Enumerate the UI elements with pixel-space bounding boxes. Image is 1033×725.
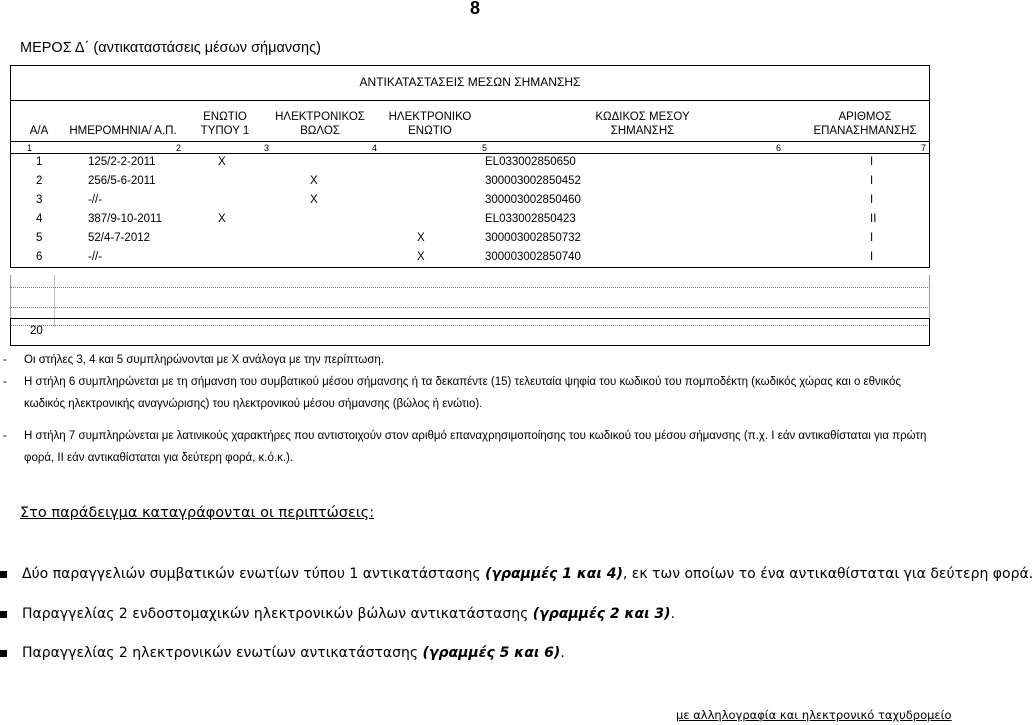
table-row xyxy=(10,192,930,211)
bullet-text: Παραγγελίας 2 ηλεκτρονικών ενωτίων αντικατάστασης xyxy=(22,645,423,661)
header-code: ΚΩΔΙΚΟΣ ΜΕΣΟΥ ΣΗΜΑΝΣΗΣ xyxy=(595,111,690,137)
cell-earmark1: X xyxy=(218,213,226,225)
bullet-text-end: . xyxy=(670,606,676,622)
bullet-text-end: , εκ των οποίων το ένα αντικαθίσταται για δεύτερη φορά. xyxy=(622,566,1033,582)
cell-e-earmark: X xyxy=(417,251,425,263)
cell-code: 300003002850452 xyxy=(485,175,581,187)
cell-bolus: X xyxy=(310,175,318,187)
table-row xyxy=(10,230,930,249)
note-dash: - xyxy=(3,430,7,442)
header-reuse: ΑΡΙΘΜΟΣ ΕΠΑΝΑΣΗΜΑΝΣΗΣ xyxy=(813,111,917,137)
col-number-1: 1 xyxy=(27,143,33,153)
cell-aa: 4 xyxy=(36,213,43,225)
col-number-6: 6 xyxy=(776,143,782,153)
bullet-emphasis: (γραμμές 5 και 6) xyxy=(422,645,561,661)
header-earmark1: ΕΝΩΤΙΟ ΤΥΠΟΥ 1 xyxy=(200,111,250,137)
table-title: ΑΝΤΙΚΑΤΑΣΤΑΣΕΙΣ ΜΕΣΩΝ ΣΗΜΑΝΣΗΣ xyxy=(359,75,581,89)
empty-rows-aa-divider xyxy=(54,275,55,327)
cell-bolus: X xyxy=(310,194,318,206)
note-dash: - xyxy=(3,354,7,366)
cell-code: EL033002850650 xyxy=(485,156,576,168)
col-number-4: 4 xyxy=(372,143,378,153)
bullet-emphasis: (γραμμές 1 και 4) xyxy=(485,566,623,582)
cell-reuse: I xyxy=(870,232,874,244)
cell-reuse: II xyxy=(870,213,877,225)
cell-code: EL033002850423 xyxy=(485,213,576,225)
cell-e-earmark: X xyxy=(417,232,425,244)
header-aa: Α/Α xyxy=(29,125,49,137)
note-dash: - xyxy=(3,376,7,388)
page-number: 8 xyxy=(470,0,481,18)
bullet-text: Παραγγελίας 2 ενδοστομαχικών ηλεκτρονικών βώλων αντικατάστασης xyxy=(22,606,533,622)
cell-date: 256/5-6-2011 xyxy=(88,175,156,187)
note-text: Οι στήλες 3, 4 και 5 συμπληρώνονται με Χ ανάλογα με την περίπτωση. xyxy=(24,354,385,366)
last-row-left-border xyxy=(10,318,11,346)
empty-row-line xyxy=(10,307,930,308)
header-date: ΗΜΕΡΟΜΗΝΙΑ/ Α.Π. xyxy=(69,125,177,137)
bullet-text-end: . xyxy=(560,645,565,661)
cell-date: -//- xyxy=(88,251,103,263)
footer-link[interactable]: με αλληλογραφία και ηλεκτρονικό ταχυδρομείο xyxy=(676,708,952,722)
cell-reuse: I xyxy=(870,251,874,263)
table-row xyxy=(10,211,930,230)
cell-code: 300003002850460 xyxy=(485,194,581,206)
cell-aa: 2 xyxy=(36,175,43,187)
col-number-5: 5 xyxy=(482,143,488,153)
note-text: Η στήλη 7 συμπληρώνεται με λατινικούς χαρακτήρες που αντιστοιχούν στον αριθμό επαναχρησιμοποίησης του κωδικού του μέσου σήμανσης (π.χ. I εάν αντικαθίσταται για πρώτη φορά, II εάν αντικαθίσταται για δεύτερη φορά, κ.ό.κ.). xyxy=(24,430,927,464)
table-row xyxy=(10,154,930,173)
cell-reuse: I xyxy=(870,194,874,206)
cell-reuse: I xyxy=(870,175,874,187)
last-row-number: 20 xyxy=(30,325,43,337)
bullet-emphasis: (γραμμές 2 και 3) xyxy=(532,606,671,622)
cell-date: 387/9-10-2011 xyxy=(88,213,162,225)
bullet-square xyxy=(0,611,7,618)
cell-earmark1: X xyxy=(218,156,226,168)
col-number-3: 3 xyxy=(264,143,270,153)
example-title: Στο παράδειγμα καταγράφονται οι περιπτώσεις: xyxy=(20,505,375,521)
col-number-2: 2 xyxy=(176,143,182,153)
cell-aa: 5 xyxy=(36,232,43,244)
note-text: Η στήλη 6 συμπληρώνεται με τη σήμανση του συμβατικού μέσου σήμανσης ή τα δεκαπέντε (15) τελευταία ψηφία του κωδικού του πομποδέκτη (κωδικός χώρας και ο εθνικός κωδικός ηλεκτρονικής αναγνώρισης) του ηλεκτρονικού μέσου σήμανσης (βώλος ή ενώτιο). xyxy=(24,376,901,410)
cell-aa: 3 xyxy=(36,194,43,206)
empty-row-line xyxy=(10,287,930,288)
cell-aa: 1 xyxy=(36,156,43,168)
bullet-square xyxy=(0,571,7,578)
cell-reuse: I xyxy=(870,156,874,168)
last-row-top-rule xyxy=(10,318,930,319)
header-bolus: ΗΛΕΚΤΡΟΝΙΚΟΣ ΒΩΛΟΣ xyxy=(275,111,365,137)
cell-code: 300003002850740 xyxy=(485,251,581,263)
header-rule xyxy=(10,141,930,142)
empty-row-line xyxy=(10,325,930,326)
header-e-earmark: ΗΛΕΚΤΡΟΝΙΚΟ ΕΝΩΤΙΟ xyxy=(388,111,472,137)
part-title: ΜΕΡΟΣ Δ΄ (αντικαταστάσεις μέσων σήμανσης) xyxy=(20,40,321,56)
cell-date: 125/2-2-2011 xyxy=(88,156,156,168)
table-row xyxy=(10,173,930,192)
bullet-text: Δύο παραγγελιών συμβατικών ενωτίων τύπου 1 αντικατάστασης xyxy=(22,566,486,582)
table-row xyxy=(10,249,930,268)
cell-aa: 6 xyxy=(36,251,43,263)
cell-date: -//- xyxy=(88,194,103,206)
last-row-right-border xyxy=(929,318,930,346)
bullet-square xyxy=(0,650,7,657)
last-row-bottom-rule xyxy=(10,345,930,346)
cell-code: 300003002850732 xyxy=(485,232,581,244)
col-number-7: 7 xyxy=(921,143,927,153)
cell-date: 52/4-7-2012 xyxy=(88,232,151,244)
